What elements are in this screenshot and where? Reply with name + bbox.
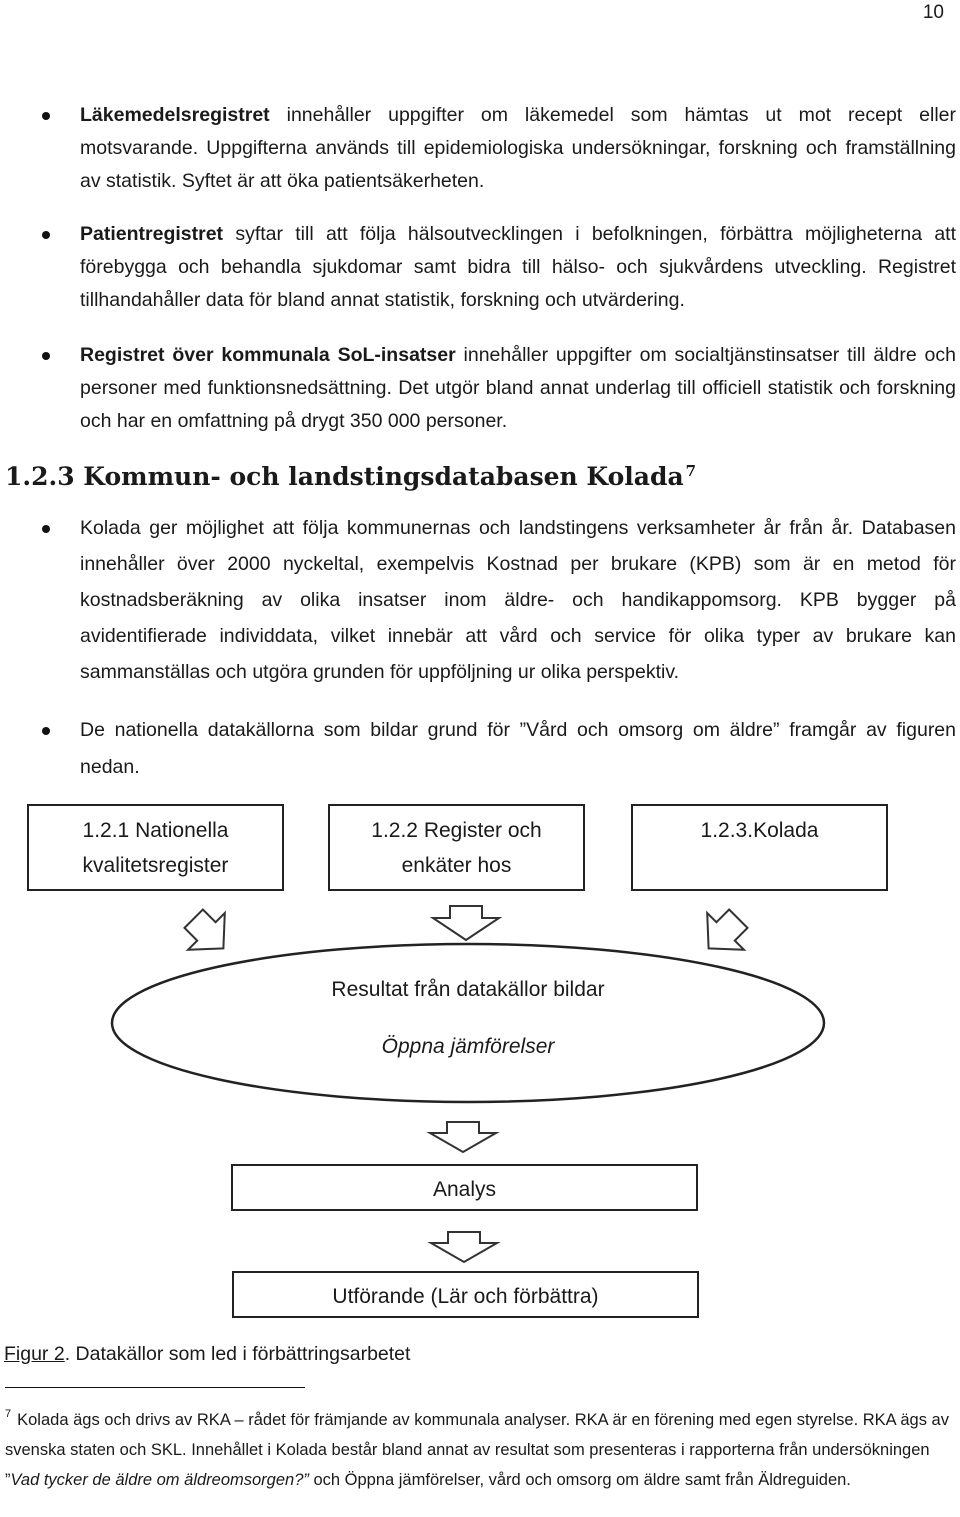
bullet-kolada: Kolada ger möjlighet att följa kommunernas och landstingens verksamheter år från år. Databasen innehåller över 2000 nyckeltal, exempelvis Kostnad per brukare (KPB) som är en metod för kostnadsberäkning av olika insatser inom äldre- och handikappomsorg. KPB bygger på avidentifierade individdata, vilket innebär att vård och service för olika typer av brukare kan sammanställas och utgöra grunden för uppföljning ur olika perspektiv. <box>80 517 956 683</box>
footnote-italic-title: Vad tycker de äldre om äldreomsorgen?” <box>10 1471 309 1489</box>
footnote-reference: 7 <box>685 462 697 480</box>
arrow-down-right-icon <box>175 900 241 966</box>
bullet-text: innehåller uppgifter om socialtjänstinsatser till äldre och personer med funktionsnedsättning. Det utgör bland annat underlag till officiell statistik och forskning och har en omfattning på drygt 350 000 personer. <box>80 344 956 432</box>
bullet-bold-term: Läkemedelsregistret <box>80 104 270 126</box>
bullet-text: syftar till att följa hälsoutvecklingen i befolkningen, förbättra möjligheterna att förebygga och behandla sjukdomar samt bidra till hälso- och sjukvårdens utveckling. Registret tillhandahåller data för bland annat statistik, forskning och utvärdering. <box>80 223 956 311</box>
footnote-text: Kolada ägs och drivs av RKA – rådet för främjande av kommunala analyser. RKA är en förening med egen styrelse. RKA ägs av svenska staten och SKL. Innehållet i Kolada består bland annat av resultat som presenteras i rapporterna från undersökningen ” <box>5 1411 949 1489</box>
section-title: 1.2.3 Kommun- och landstingsdatabasen Kolada <box>5 462 684 491</box>
figure-connectors <box>0 890 960 1310</box>
arrow-down-icon <box>431 1232 497 1262</box>
bullet-datakallor: De nationella datakällorna som bildar grund för ”Vård och omsorg om äldre” framgår av figuren nedan. <box>80 719 956 778</box>
ellipse-line-2: Öppna jämförelser <box>381 1035 555 1058</box>
bullet-marker <box>42 525 50 533</box>
bullet-patientregistret <box>80 218 956 317</box>
arrow-down-icon <box>433 906 499 940</box>
ellipse-line-1: Resultat från datakällor bildar <box>331 978 605 1001</box>
bullet-bold-term: Patientregistret <box>80 223 224 245</box>
ellipse-shape <box>112 944 824 1102</box>
arrow-down-icon <box>430 1122 496 1152</box>
source-box-register-enkater <box>328 804 585 891</box>
footnote-divider <box>5 1387 305 1388</box>
analysis-box: Analys <box>231 1164 698 1211</box>
section-heading <box>5 462 696 491</box>
bullet-marker <box>42 231 50 239</box>
bullet-lakemedelsregistret <box>80 99 956 198</box>
source-box-kolada <box>631 804 888 891</box>
arrow-down-left-icon <box>690 900 756 966</box>
box-line: kvalitetsregister <box>82 854 229 877</box>
bullet-text: innehåller uppgifter om läkemedel som hämtas ut mot recept eller motsvarande. Uppgifterna används till epidemiologiska undersökningar, forskning och framställning av statistik. Syftet är att öka patientsäkerheten. <box>80 104 956 192</box>
box-line: 1.2.2 Register och <box>371 819 542 842</box>
page-number: 10 <box>922 2 944 23</box>
bullet-marker <box>42 352 50 360</box>
footnote-number: 7 <box>5 1408 12 1420</box>
footnote-text: och Öppna jämförelser, vård och omsorg om äldre samt från Äldreguiden. <box>308 1471 851 1489</box>
box-line: enkäter hos <box>401 854 512 877</box>
source-box-kvalitetsregister <box>27 804 284 891</box>
box-line: 1.2.1 Nationella <box>82 819 229 842</box>
figure-caption <box>4 1343 410 1366</box>
box-line: 1.2.3.Kolada <box>700 819 819 842</box>
execution-box: Utförande (Lär och förbättra) <box>232 1271 699 1318</box>
caption-text: . Datakällor som led i förbättringsarbetet <box>64 1343 411 1365</box>
caption-label: Figur 2 <box>4 1343 65 1365</box>
bullet-marker <box>42 112 50 120</box>
footnote <box>5 1399 955 1495</box>
bullet-marker <box>42 727 50 735</box>
bullet-sol-insatser <box>80 339 956 438</box>
bullet-bold-term: Registret över kommunala SoL-insatser <box>80 344 456 366</box>
